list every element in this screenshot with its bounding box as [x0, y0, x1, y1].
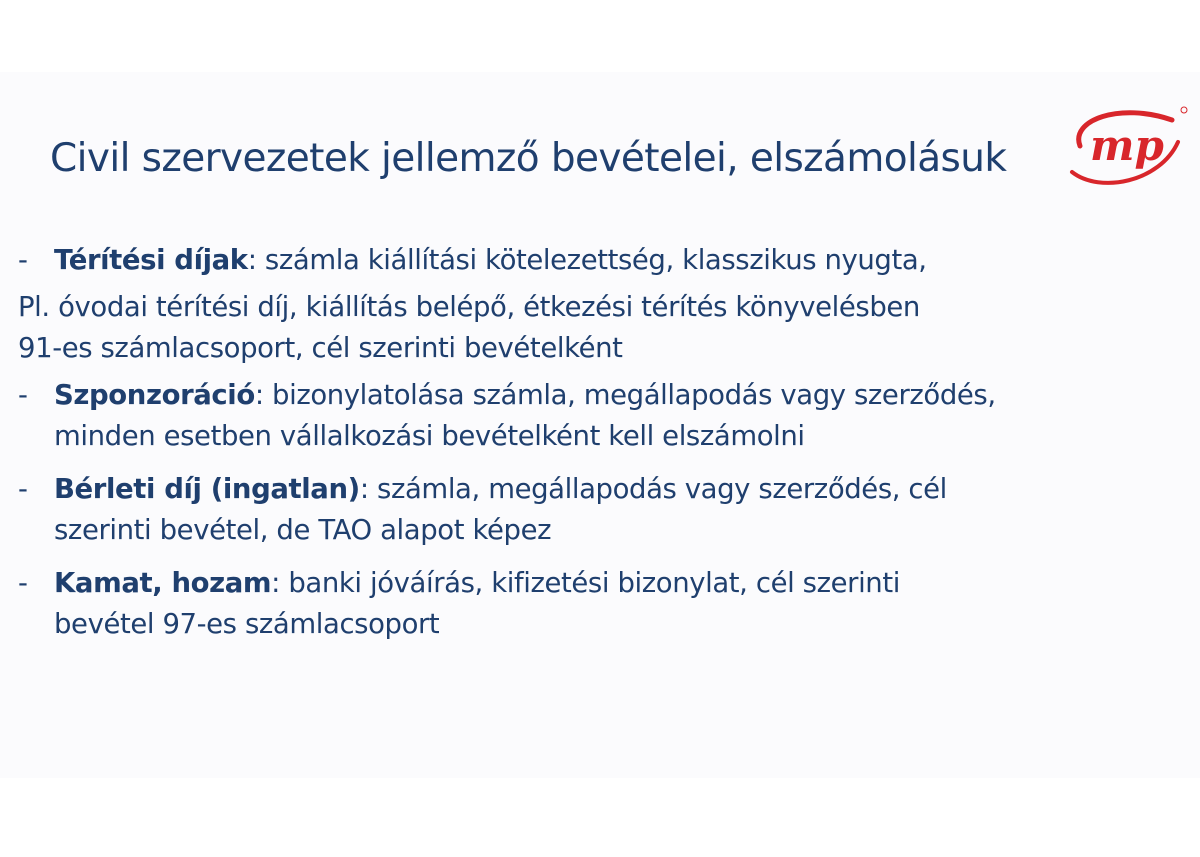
slide — [0, 72, 1200, 778]
slide-content — [18, 240, 1168, 657]
item-term: Bérleti díj (ingatlan) — [54, 473, 360, 505]
list-item-teritesi-dijak — [18, 240, 1168, 281]
example-line: 91-es számlacsoport, cél szerinti bevételként — [18, 332, 623, 364]
example-line: Pl. óvodai térítési díj, kiállítás belépő, étkezési térítés könyvelésben — [18, 291, 920, 323]
item-text: : bizonylatolása számla, megállapodás vagy szerződés, — [254, 379, 996, 411]
item-term: Kamat, hozam — [54, 567, 272, 599]
list-item-kamat-hozam — [18, 563, 1168, 645]
list-item-berleti-dij — [18, 469, 1168, 551]
bullet-dash: - — [18, 567, 28, 599]
item-term: Szponzoráció — [54, 379, 255, 411]
mp-logo — [1060, 102, 1190, 194]
list-item-szponzoracio — [18, 375, 1168, 457]
item-text: szerinti bevétel, de TAO alapot képez — [54, 514, 552, 546]
slide-title: Civil szervezetek jellemző bevételei, elszámolásuk — [50, 136, 1007, 181]
logo-text: mp — [1090, 121, 1164, 170]
item-text: : banki jóváírás, kifizetési bizonylat, cél szerinti — [271, 567, 900, 599]
bullet-dash: - — [18, 473, 28, 505]
item-text: : számla, megállapodás vagy szerződés, cél — [359, 473, 947, 505]
item-text: : számla kiállítási kötelezettség, klasszikus nyugta, — [247, 244, 927, 276]
item-term: Térítési díjak — [54, 244, 248, 276]
item-text: bevétel 97-es számlacsoport — [54, 608, 440, 640]
item-text: minden esetben vállalkozási bevételként kell elszámolni — [54, 420, 805, 452]
bullet-dash: - — [18, 244, 28, 276]
bullet-dash: - — [18, 379, 28, 411]
example-paragraph — [18, 287, 1168, 369]
